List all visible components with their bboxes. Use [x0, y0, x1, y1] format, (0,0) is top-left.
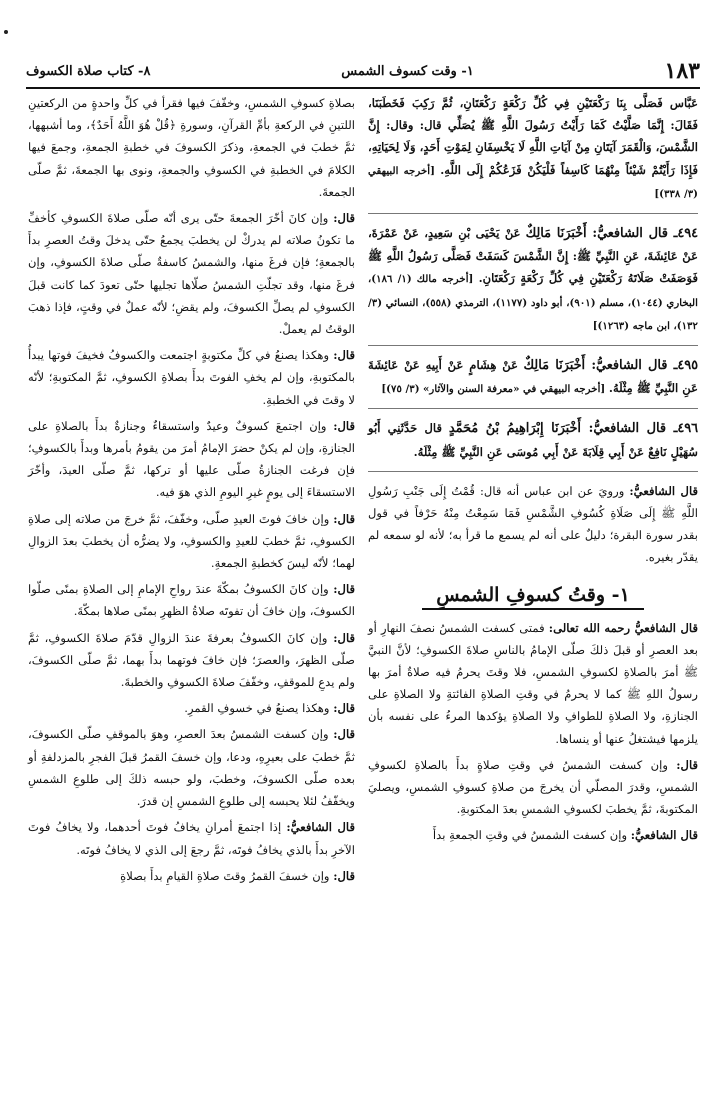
paragraph: [28, 697, 355, 719]
paragraph-text: وإن كانَ الكسوفُ بعرفةَ عندَ الزوالِ قدّمَ صلاةَ الكسوفِ، ثمَّ صلّى الظهرَ، والعصرَ؛ فإن خافَ فوتهما بدأَ بهما، ثمَّ صلّى الكسوفَ، ولم يدعِ للموقفِ، وخفّفَ صلاةَ الكسوفِ والخطبةَ.: [28, 630, 355, 690]
paragraph: [368, 754, 698, 821]
citation: [أخرجه مالك (١/ ١٨٦)، البخاري (١٠٤٤)، مسلم (٩٠١)، أبو داود (١١٧٧)، الترمذي (٥٥٨)، النسائي (٣/ ١٣٢)، ابن ماجه (١٢٦٣)]: [368, 273, 698, 332]
header-rule: [26, 87, 700, 89]
paragraph-text: وإن اجتمعَ كسوفٌ وعيدٌ واستسقاءٌ وجنازةٌ بدأَ بالصلاةِ على الجنازةِ، وإن لم يكنْ حضرَ الإمامُ أمرَ من يقومُ بأمرها وبدأَ بالكسوفِ؛ فإن فرغت الجنازةُ صلّى عليها أو تركها، ثمَّ صلّى العيدَ، وأخّرَ الاستسقاءَ إلى يومٍ غيرِ اليومِ الذي هوَ فيه.: [28, 418, 355, 500]
hadith-text: عَبَّاس فَصَلَّى بِنَا رَكْعَتَيْنِ فِي كُلِّ رَكْعَةٍ رَكْعَتَانِ، ثُمَّ رَكِبَ فَخَطَبَنَا، فَقَالَ: إِنَّمَا صَلَّيْتُ كَمَا رَأَيْتُ رَسُولَ اللَّهِ ﷺ يُصَلِّي قال: وقال: إِنَّ الشَّمْسَ، وَالْقَمَرَ آيَتَانِ مِنْ آيَاتِ اللَّهِ لَا يَخْسِفَانِ لِمَوْتِ أَحَدٍ، وَلَا لِحَيَاتِهِ، فَإِذَا رَأَيْتُمْ شَيْئاً مِنْهُمَا كَاسِفاً فَلْيَكُنْ فَزَعُكُمْ إِلَى اللَّهِ.: [368, 96, 698, 177]
paragraph-text: ورويَ عن ابن عباس أنه قال: قُمْتُ إِلَى جَنْبِ رَسُولِ اللَّهِ ﷺ إِلَى صَلَاةِ كُسُوفِ الشَّمْسِ فَمَا سَمِعْتُ مِنْهُ حَرْفاً في قول بقدر سورة البقرة؛ دليلٌ على أنه لم يسمع ما قرأ به؛ لأنه لو سمعه لم يقدّر بغيره.: [368, 483, 698, 565]
speaker-label: قال:: [333, 630, 356, 645]
hadith-496: [368, 417, 698, 462]
hadith-text: عَنْ يَحْيَى بْنِ سَعِيدٍ، عَنْ عَمْرَةَ، عَنْ عَائِشَةَ، عَنِ النَّبِيِّ ﷺ: إِنَّ الشَّمْسَ كَسَفَتْ فَصَلَّى رَسُولُ اللَّهِ ﷺ فَوَصَفَتْ صَلَاتَهُ رَكْعَتَيْنِ فِي كُلِّ رَكْعَةٍ رَكْعَتَانِ.: [368, 226, 699, 286]
paragraph: [28, 92, 355, 203]
speaker-label: قال الشافعيُّ:: [286, 820, 355, 835]
divider: [368, 408, 698, 409]
paragraph: [28, 627, 355, 694]
running-section-title: ١- وقت كسوف الشمس: [341, 63, 474, 79]
speaker-label: قال:: [333, 511, 355, 526]
divider: [368, 345, 698, 346]
page-number: ١٨٣: [664, 58, 700, 84]
paragraph-text: وإن كسفت الشمسُ في وقتِ الجمعةِ بدأَ: [432, 828, 628, 843]
section-title-text: ١- وقتُ كسوفِ الشمسِ: [422, 584, 644, 610]
speaker-label: قال:: [333, 727, 356, 742]
paragraph-text: وإن خسفَ القمرُ وقتَ صلاةِ القيامِ بدأَ بصلاةِ: [120, 868, 330, 883]
paragraph-text: إذا اجتمعَ أمرانِ يخافُ فوتَ أحدهما، ولا يخافُ فوتَ الآخرِ بدأَ بالذي يخافُ فوتَه، ثمَّ رجعَ إلى الذي لا يخافُ فوتَه.: [28, 820, 355, 857]
citation: [أخرجه البيهقي في «معرفة السنن والآثار» (٣/ ٧٥)]: [381, 383, 606, 396]
paragraph-text: فمتى كسفت الشمسُ نصفَ النهارِ أو بعد العصرِ أو قبلَ ذلكَ صلّى الإمامُ بالناسِ صلاةَ الكسوفِ؛ لأنَّ النبيَّ ﷺ أمرَ بالصلاةِ لكسوفِ الشمسِ، فلا وقتَ يحرمُ فيه صلاةٌ أمرَ بها رسولُ اللهِ ﷺ كما لا يحرمُ في وقتِ الصلاةِ الفائتةِ ولا الصلاةِ على الجنازةِ، ولا الصلاةِ للطوافِ ولا الصلاةِ يؤكدها المرءُ على نفسه بأن يلزمها فيشتغلُ عنها أو ينساها.: [368, 620, 698, 746]
paragraph: [28, 578, 355, 622]
paragraph: [28, 344, 355, 411]
speaker-label: قال:: [333, 418, 355, 433]
paragraph: [28, 723, 355, 812]
speaker-label: قال:: [333, 868, 355, 883]
paragraph: [28, 207, 355, 340]
paragraph: [368, 92, 698, 205]
speaker-label: قال الشافعيُّ:: [630, 828, 698, 843]
paragraph: [28, 415, 355, 504]
speaker-label: قال:: [333, 582, 356, 597]
page-header: [26, 58, 700, 84]
paragraph-text: وهكذا يصنعُ في كلِّ مكتوبةٍ اجتمعت والكسوفُ فخيفَ فوتها يبدأُ بالمكتوبةِ، وإن لم يخفِ الفوتَ بدأَ بصلاةِ الكسوفِ، ثمَّ المكتوبةِ؛ لأنّه لا وقتَ في الخطبةِ.: [28, 348, 355, 407]
speaker-label: قال الشافعيُّ:: [629, 483, 699, 498]
speaker-label: قال:: [333, 701, 355, 716]
paragraph: [368, 617, 698, 750]
paragraph-text: وإن خافَ فوتَ العيدِ صلّى، وخفّفَ، ثمَّ خرجَ من صلاته إلى صلاةِ الكسوفِ، ثمَّ خطبَ للعيدِ والكسوفِ، ولا يضرُّه أن يخطبَ بعدَ الزوالِ لهما؛ لأنّه ليسَ كخطبةِ الجمعةِ.: [28, 511, 355, 571]
paragraph-text: وإن كسفت الشمسُ بعدَ العصرِ، وهوَ بالموقفِ صلّى الكسوفَ، ثمَّ خطبَ على بعيرِهِ، ودعا، وإن خسفَ القمرُ قبلَ الفجرِ بالمزدلفةِ أو بعده صلّى الكسوفَ، وخطبَ، ولو حبسه ذلكَ إلى طلوعِ الشمسِ ويخفّفُ لئلا يحبسه إلى طلوعِ الشمسِ إن قدرَ.: [28, 727, 355, 809]
section-title: [368, 581, 698, 609]
paragraph-text: وإن كانَ أخّرَ الجمعةَ حتّى يرى أنّه صلّى صلاةَ الكسوفِ كأخفِّ ما تكونُ صلاته لم يدركْ لن يخطبَ يجمعُ حتّى يدخلَ وقتُ العصرِ بدأَ بالجمعةِ؛ فإن فرغَ منها، والشمسُ كاسفةٌ صلّى صلاةَ الكسوفِ، وإن فرغَ منها، وقد تجلّتِ الشمسُ صلّاها تجليها حتّى تعودَ كما كانت قبلَ الكسوفِ لم يصلِّ الكسوفَ، ولم يقضِ؛ لأنّه عملٌ في وقتٍ، فإذا ذهبَ الوقتُ لم يعملْ.: [28, 211, 355, 337]
paragraph: [28, 816, 355, 860]
hadith-text: عَنْ هِشَامٍ عَنْ أَبِيهِ عَنْ عَائِشَةَ عَنِ النَّبِيِّ ﷺ مِثْلَهُ.: [368, 358, 698, 396]
speaker-label: قال:: [333, 211, 356, 226]
running-book-title: ٨- كتاب صلاة الكسوف: [26, 63, 151, 79]
hadith-lead: ٤٩٥ـ قال الشافعيُّ: أَخْبَرَنَا مَالِكٌ: [523, 358, 698, 374]
hadith-lead: ٤٩٤ـ قال الشافعيُّ: أَخْبَرَنَا مَالِكٌ: [525, 226, 699, 242]
margin-dot: [4, 30, 8, 34]
hadith-lead: ٤٩٦ـ قال الشافعيُّ: أَخْبَرَنَا إِبْرَاهِيمُ بْنُ مُحَمَّدٍ: [448, 421, 698, 437]
paragraph-text: وإن كانَ الكسوفُ بمكّةَ عندَ رواحِ الإمامِ إلى الصلاةِ بمنًى صلّوا الكسوفَ، وإن خافَ أن تفوتَه صلاةُ الظهرِ بمنًى صلاها بمكّةَ.: [28, 582, 355, 619]
divider: [368, 471, 698, 472]
paragraph-text: وإن كسفت الشمسُ في وقتِ صلاةٍ بدأَ بالصلاةِ لكسوفِ الشمسِ، وقدرَ المصلّي أن يخرجَ من صلاةِ كسوفِ الشمسِ، ويصليَ المكتوبةَ، ثمَّ يخطبَ لكسوفِ الشمسِ بعدَ المكتوبةِ.: [368, 757, 698, 817]
hadith-text: قال حَدَّثَنِي أَبُو سُهَيْلٍ نَافِعٌ عَنْ أَبِي قِلَابَةَ عَنْ أَبِي مُوسَى عَنِ النَّبِيِّ ﷺ مِثْلَهُ.: [368, 421, 698, 459]
paragraph-text: وهكذا يصنعُ في خسوفِ القمرِ.: [184, 701, 330, 716]
hadith-495: [368, 354, 698, 400]
paragraph: [28, 508, 355, 575]
paragraph: [368, 824, 698, 846]
paragraph: [28, 865, 355, 887]
left-column: [28, 92, 355, 891]
citation: [أخرجه البيهقي (٣/ ٣٣٨)]: [368, 164, 698, 200]
paragraph: [368, 480, 698, 569]
speaker-label: قال الشافعيُّ رحمه الله تعالى:: [548, 620, 699, 635]
right-column: [368, 92, 698, 851]
hadith-494: [368, 222, 698, 337]
speaker-label: قال:: [333, 348, 355, 363]
speaker-label: قال:: [676, 757, 699, 772]
divider: [368, 213, 698, 214]
paragraph-text: بصلاةِ كسوفِ الشمسِ، وخفّفَ فيها فقرأ في كلِّ واحدةٍ من الركعتينِ اللتينِ في الركعةِ بأمِّ القرآنِ، وسورةِ ﴿قُلْ هُوَ اللَّهُ أَحَدٌ﴾، وما أشبهها، ثمَّ خطبَ في الجمعةِ، وذكرَ الكسوفَ في خطبةِ الجمعةِ، وجمعَ فيها الكلامَ في الخطبةِ في الكسوفِ والجمعةِ، ونوى بها الجمعةَ، ثمَّ صلّى الجمعةَ.: [28, 96, 355, 199]
